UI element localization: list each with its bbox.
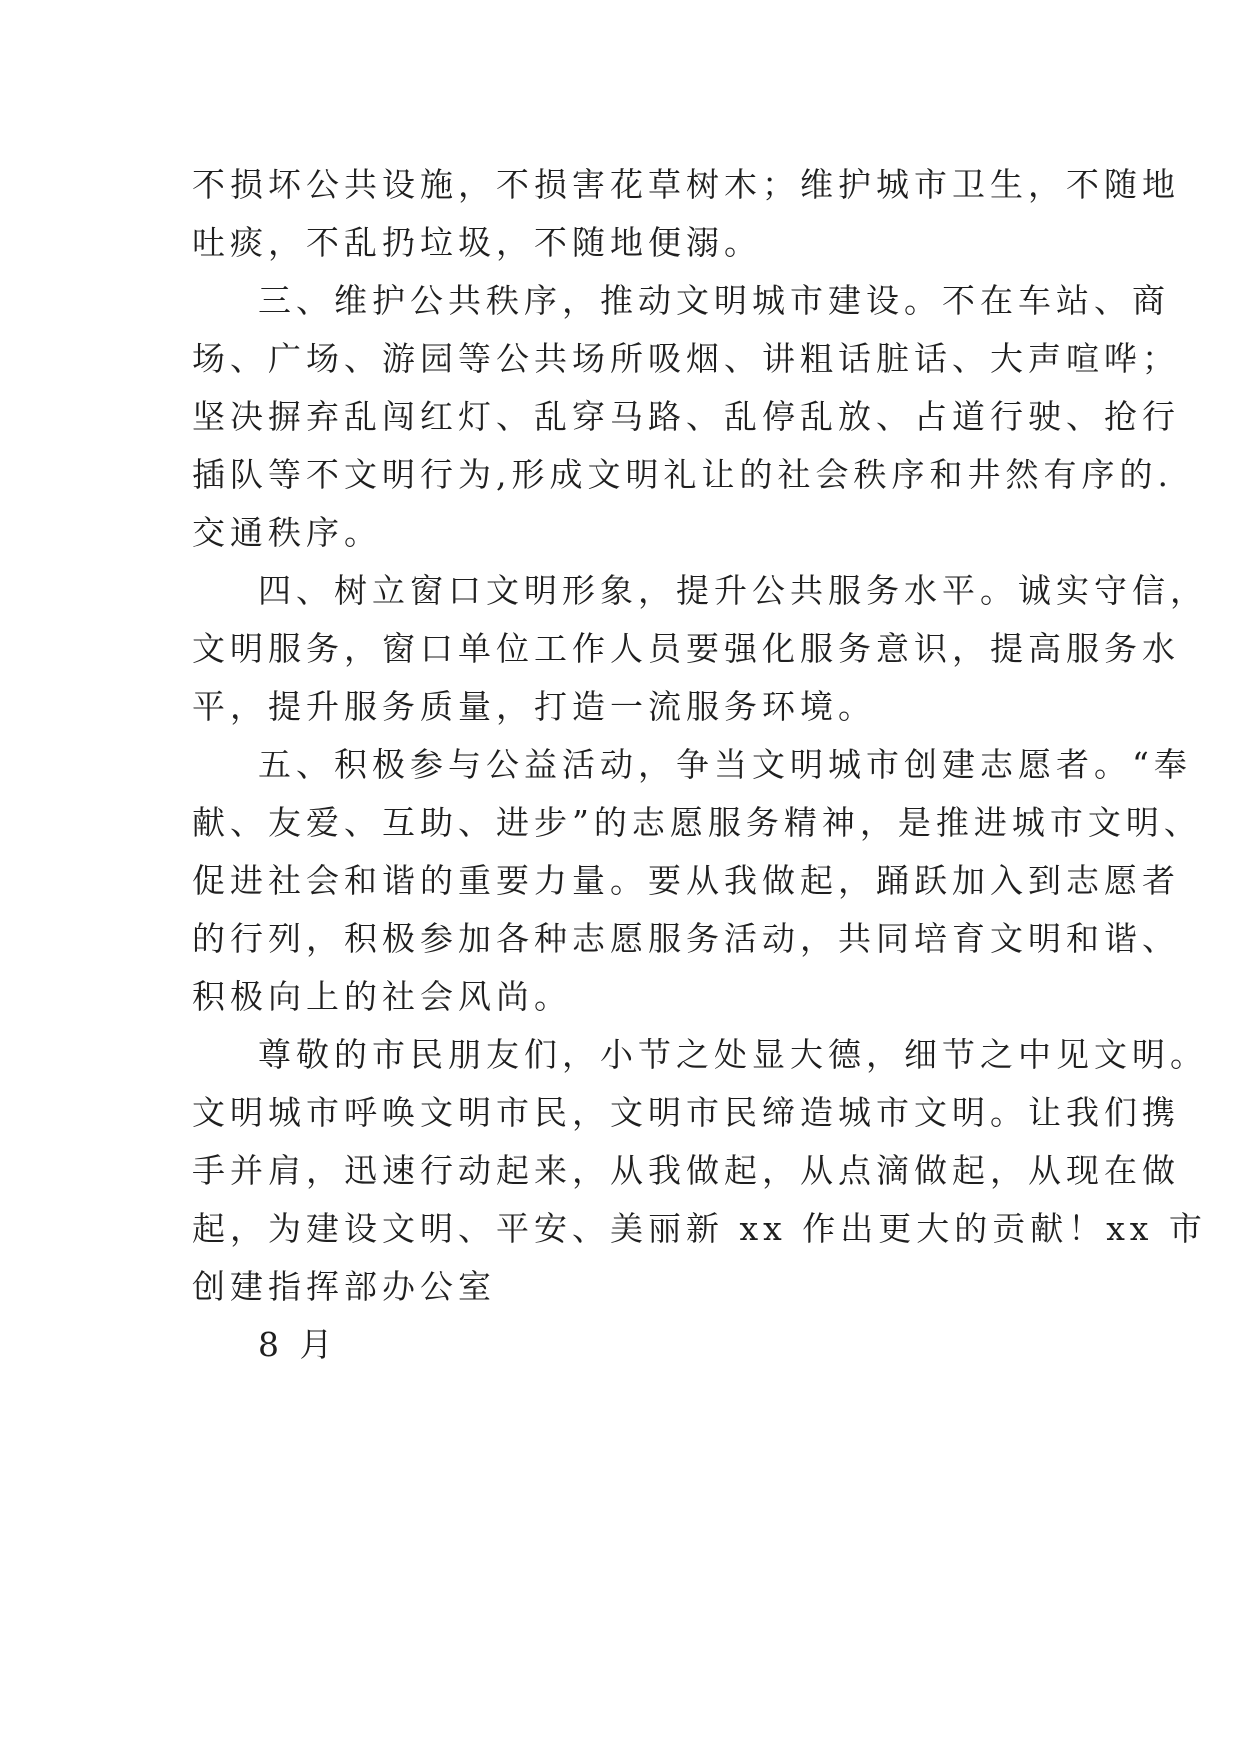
text-line: 插队等不文明行为,形成文明礼让的社会秩序和井然有序的. — [192, 455, 1173, 494]
text-line: 文明服务，窗口单位工作人员要强化服务意识，提高服务水 — [192, 629, 1180, 668]
text-line: 三、维护公共秩序，推动文明城市建设。不在车站、商 — [258, 281, 1170, 320]
text-line: 手并肩，迅速行动起来，从我做起，从点滴做起，从现在做 — [192, 1151, 1180, 1190]
text-line: 五、积极参与公益活动，争当文明城市创建志愿者。“奉 — [258, 745, 1192, 784]
text-line: 场、广场、游园等公共场所吸烟、讲粗话脏话、大声喧哗； — [192, 339, 1180, 378]
text-line: 创建指挥部办公室 — [192, 1267, 496, 1306]
text-line: 起，为建设文明、平安、美丽新 xx 作出更大的贡献！xx 市 — [192, 1209, 1207, 1248]
text-line: 的行列，积极参加各种志愿服务活动，共同培育文明和谐、 — [192, 919, 1180, 958]
text-line: 坚决摒弃乱闯红灯、乱穿马路、乱停乱放、占道行驶、抢行 — [192, 397, 1180, 436]
text-line: 吐痰，不乱扔垃圾，不随地便溺。 — [192, 223, 762, 262]
text-line: 不损坏公共设施，不损害花草树木；维护城市卫生，不随地 — [192, 165, 1180, 204]
text-line: 平，提升服务质量，打造一流服务环境。 — [192, 687, 876, 726]
text-line: 8 月 — [258, 1325, 338, 1364]
text-line: 促进社会和谐的重要力量。要从我做起，踊跃加入到志愿者 — [192, 861, 1180, 900]
text-line: 交通秩序。 — [192, 513, 382, 552]
text-line: 积极向上的社会风尚。 — [192, 977, 572, 1016]
text-line: 献、友爱、互助、进步”的志愿服务精神，是推进城市文明、 — [192, 803, 1202, 842]
text-line: 四、树立窗口文明形象，提升公共服务水平。诚实守信， — [258, 571, 1208, 610]
text-line: 文明城市呼唤文明市民，文明市民缔造城市文明。让我们携 — [192, 1093, 1180, 1132]
document-body — [192, 156, 1208, 1374]
text-line: 尊敬的市民朋友们，小节之处显大德，细节之中见文明。 — [258, 1035, 1208, 1074]
